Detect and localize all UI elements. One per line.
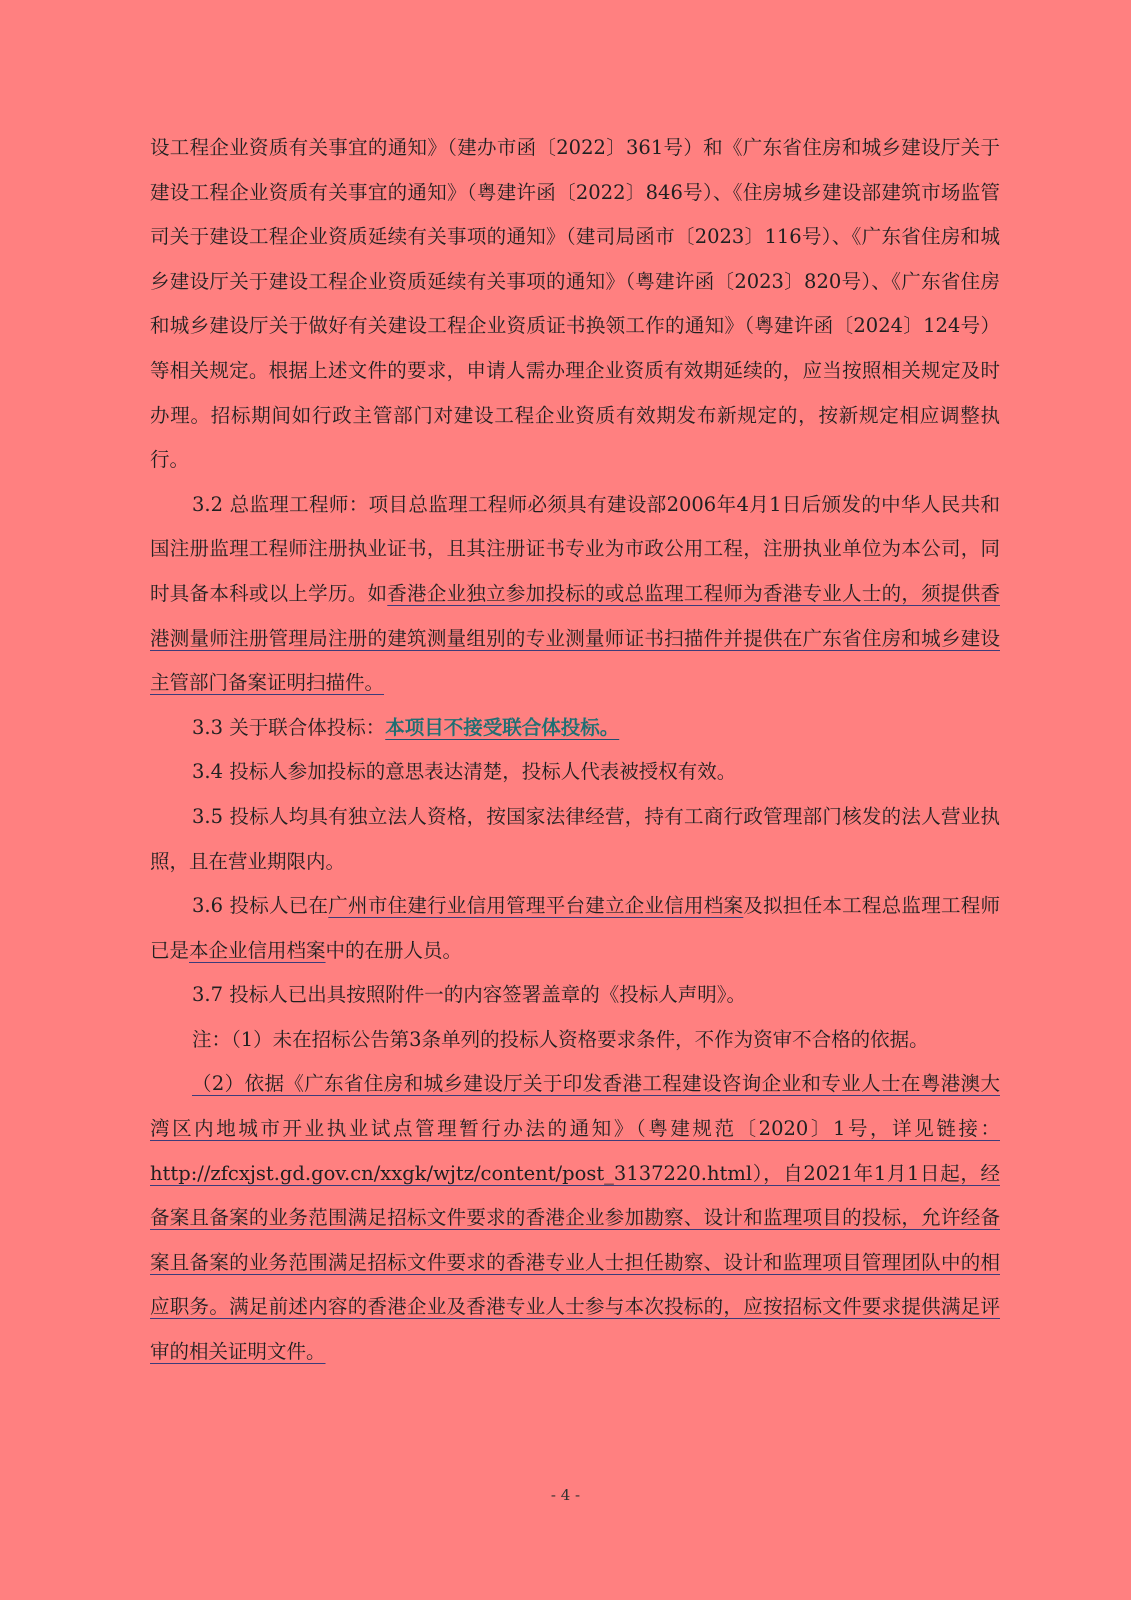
item-3-3-emphasis: 本项目不接受联合体投标。: [385, 715, 620, 739]
paragraph-3-3: [150, 706, 1000, 751]
paragraph-3-6: [150, 884, 1000, 973]
note-1: 注：（1）未在招标公告第3条单列的投标人资格要求条件，不作为资审不合格的依据。: [192, 1027, 929, 1051]
item-3-6-text-a: 3.6 投标人已在: [192, 894, 329, 918]
item-3-6-text-c: 中的在册人员。: [325, 938, 463, 962]
paragraph-3-2: [150, 483, 1000, 706]
item-3-2-text: 3.2 总监理工程师：项目总监理工程师必须具有建设部2006年4月1日后颁发的中华人民共和国注册监理工程师注册执业证书，且其注册证书专业为市政公用工程，注册执业单位为本公司，同时具备本科或以上学历。如: [150, 492, 1000, 605]
item-3-6-text-b: 及拟担任本工程总监理工程师已是: [150, 894, 1000, 962]
paragraph-continuation: 设工程企业资质有关事宜的通知》（建办市函〔2022〕361号）和《广东省住房和城乡建设厅关于建设工程企业资质有关事宜的通知》（粤建许函〔2022〕846号）、《住房城乡建设部建筑市场监管司关于建设工程企业资质延续有关事项的通知》（建司局函市〔2023〕116号）、《广东省住房和城乡建设厅关于建设工程企业资质延续有关事项的通知》（粤建许函〔2023〕820号）、《广东省住房和城乡建设厅关于做好有关建设工程企业资质证书换领工作的通知》（粤建许函〔2024〕124号）等相关规定。根据上述文件的要求，申请人需办理企业资质有效期延续的，应当按照相关规定及时办理。招标期间如行政主管部门对建设工程企业资质有效期发布新规定的，按新规定相应调整执行。: [150, 136, 1000, 472]
item-3-6-credit-platform: 广州市住建行业信用管理平台建立企业信用档案: [328, 894, 744, 918]
paragraph-3-7: 3.7 投标人已出具按照附件一的内容签署盖章的《投标人声明》。: [192, 983, 746, 1007]
paragraph-3-5: 3.5 投标人均具有独立法人资格，按国家法律经营，持有工商行政管理部门核发的法人营业执照，且在营业期限内。: [150, 804, 1000, 873]
item-3-6-credit-file: 本企业信用档案: [189, 938, 326, 962]
body-text: [150, 126, 1000, 1375]
paragraph-3-4: 3.4 投标人参加投标的意思表达清楚，投标人代表被授权有效。: [192, 760, 737, 784]
page-number: - 4 -: [550, 1486, 581, 1504]
item-3-3-text: 3.3 关于联合体投标：: [192, 715, 386, 739]
item-3-2-underlined-requirement: 香港企业独立参加投标的或总监理工程师为香港专业人士的，须提供香港测量师注册管理局注册的建筑测量组别的专业测量师证书扫描件并提供在广东省住房和城乡建设主管部门备案证明扫描件。: [150, 581, 1000, 695]
note-2: （2）依据《广东省住房和城乡建设厅关于印发香港工程建设咨询企业和专业人士在粤港澳大湾区内地城市开业执业试点管理暂行办法的通知》（粤建规范〔2020〕1号，详见链接：http://zfcxjst.gd.gov.cn/xxgk/wjtz/content/post_3137220.html），自2021年1月1日起，经备案且备案的业务范围满足招标文件要求的香港企业参加勘察、设计和监理项目的投标，允许经备案且备案的业务范围满足招标文件要求的香港专业人士担任勘察、设计和监理项目管理团队中的相应职务。满足前述内容的香港企业及香港专业人士参与本次投标的，应按招标文件要求提供满足评审的相关证明文件。: [150, 1072, 1000, 1364]
